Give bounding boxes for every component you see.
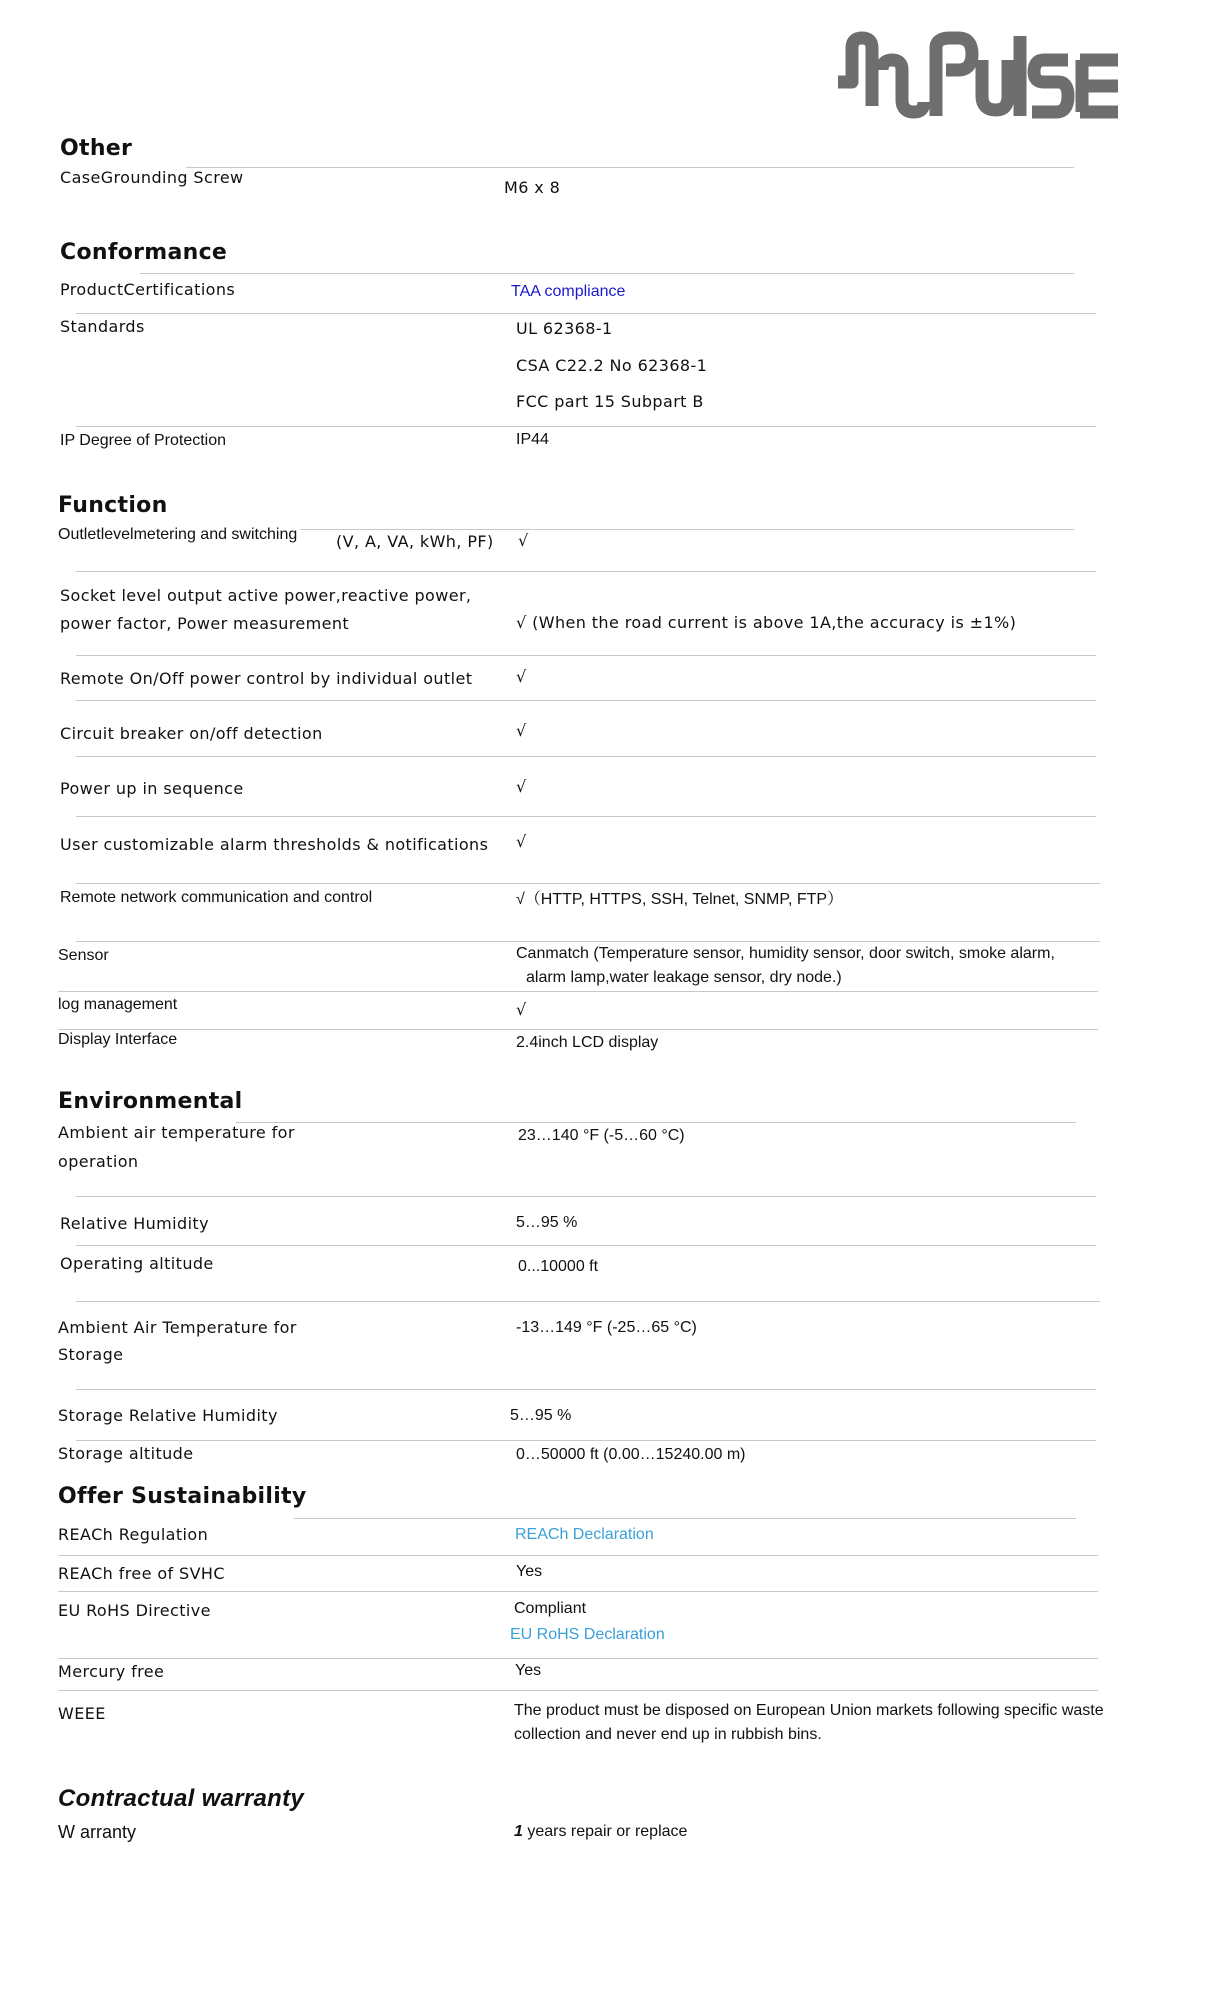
check-mark: √	[516, 777, 527, 796]
row-value: Compliant	[514, 1600, 587, 1617]
row-label: Standards	[60, 317, 145, 336]
divider	[76, 571, 1096, 572]
divider	[58, 1029, 1098, 1030]
row-value	[510, 1623, 665, 1647]
row-label: REACh Regulation	[58, 1525, 209, 1544]
row-value: √（HTTP, HTTPS, SSH, Telnet, SNMP, FTP）	[516, 891, 844, 908]
divider	[58, 1591, 1098, 1592]
divider	[76, 426, 1096, 427]
check-mark: √	[516, 1000, 527, 1019]
row-label: WEEE	[58, 1704, 106, 1723]
divider	[186, 167, 1074, 168]
brand-logo	[836, 30, 1121, 126]
row-value	[511, 280, 625, 304]
row-label: Sensor	[58, 947, 109, 964]
row-label: Remote network communication and control	[60, 889, 373, 906]
row-value: 0…50000 ft (0.00…15240.00 m)	[516, 1446, 746, 1463]
divider	[76, 1196, 1096, 1197]
row-value: The product must be disposed on European Union markets following specific waste	[514, 1702, 1104, 1719]
row-label: power factor, Power measurement	[60, 614, 350, 633]
reach-declaration-link[interactable]: REACh Declaration	[515, 1526, 654, 1543]
row-value: 2.4inch LCD display	[516, 1034, 659, 1051]
divider	[140, 273, 1074, 274]
row-label: Storage	[58, 1345, 124, 1364]
divider	[236, 1122, 1076, 1123]
row-label: Circuit breaker on/off detection	[60, 724, 323, 743]
row-value	[515, 1523, 654, 1547]
warranty-years: 1	[514, 1823, 523, 1840]
row-label: Storage Relative Humidity	[58, 1406, 278, 1425]
row-label: Power up in sequence	[60, 779, 244, 798]
check-mark: √	[516, 721, 527, 740]
row-label: Socket level output active power,reactive power,	[60, 586, 472, 605]
check-mark: √	[518, 531, 529, 550]
row-label: CaseGrounding Screw	[60, 168, 244, 187]
row-value: 0...10000 ft	[518, 1258, 599, 1275]
section-title-function: Function	[58, 493, 168, 518]
row-label: Ambient Air Temperature for	[58, 1318, 297, 1337]
row-label: Remote On/Off power control by individual outlet	[60, 669, 473, 688]
row-value: 23…140 °F (-5…60 °C)	[518, 1127, 685, 1144]
row-label: Ambient air temperature for	[58, 1123, 295, 1142]
divider	[58, 1658, 1098, 1659]
row-value: collection and never end up in rubbish bins.	[514, 1726, 822, 1743]
eu-rohs-declaration-link[interactable]: EU RoHS Declaration	[510, 1626, 665, 1643]
divider	[76, 655, 1096, 656]
divider	[58, 1690, 1098, 1691]
row-value: √ (When the road current is above 1A,the accuracy is ±1%)	[516, 613, 1017, 632]
section-title-conformance: Conformance	[60, 240, 228, 265]
divider	[76, 1301, 1100, 1302]
row-value: -13…149 °F (-25…65 °C)	[516, 1319, 697, 1336]
row-value: Yes	[516, 1563, 543, 1580]
row-label: Outletlevelmetering and switching	[58, 526, 298, 543]
row-label: Mercury free	[58, 1662, 165, 1681]
row-label: Display Interface	[58, 1031, 178, 1048]
check-mark: √	[516, 667, 527, 686]
divider	[76, 313, 1096, 314]
divider	[76, 816, 1096, 817]
divider	[76, 700, 1096, 701]
row-label: EU RoHS Directive	[58, 1601, 211, 1620]
row-label: IP Degree of Protection	[60, 432, 227, 449]
warranty-text: years repair or replace	[522, 1823, 688, 1840]
divider	[76, 756, 1096, 757]
row-value: alarm lamp,water leakage sensor, dry node.)	[526, 969, 842, 986]
row-value: CSA C22.2 No 62368-1	[516, 356, 708, 375]
row-label: REACh free of SVHC	[58, 1564, 225, 1583]
row-label: operation	[58, 1152, 139, 1171]
divider	[58, 1555, 1098, 1556]
row-label: ProductCertifications	[60, 280, 236, 299]
row-value: 5…95 %	[516, 1214, 578, 1231]
row-label: log management	[58, 996, 178, 1013]
divider	[294, 1518, 1076, 1519]
row-value: FCC part 15 Subpart B	[516, 392, 704, 411]
divider	[58, 991, 1098, 992]
divider	[76, 883, 1100, 884]
row-value: M6 x 8	[504, 178, 561, 197]
row-label: Relative Humidity	[60, 1214, 209, 1233]
row-label: W arranty	[58, 1822, 137, 1842]
divider	[76, 1389, 1096, 1390]
divider	[76, 1440, 1096, 1441]
row-value: Yes	[515, 1662, 542, 1679]
row-value: Canmatch (Temperature sensor, humidity sensor, door switch, smoke alarm,	[516, 945, 1055, 962]
row-value: UL 62368-1	[516, 319, 613, 338]
section-title-other: Other	[60, 136, 133, 161]
section-title-environmental: Environmental	[58, 1089, 243, 1114]
row-value: 5…95 %	[510, 1407, 572, 1424]
row-value: IP44	[516, 431, 549, 448]
row-label: Operating altitude	[60, 1254, 214, 1273]
row-label: User customizable alarm thresholds & notifications	[60, 835, 489, 854]
section-title-warranty: Contractual warranty	[58, 1785, 305, 1812]
section-title-sustainability: Offer Sustainability	[58, 1484, 307, 1509]
row-label: Storage altitude	[58, 1444, 194, 1463]
divider	[76, 1245, 1096, 1246]
row-value	[514, 1820, 687, 1844]
taa-compliance-link[interactable]: TAA compliance	[511, 283, 626, 300]
row-label-suffix: (V, A, VA, kWh, PF)	[336, 532, 494, 551]
check-mark: √	[516, 832, 527, 851]
